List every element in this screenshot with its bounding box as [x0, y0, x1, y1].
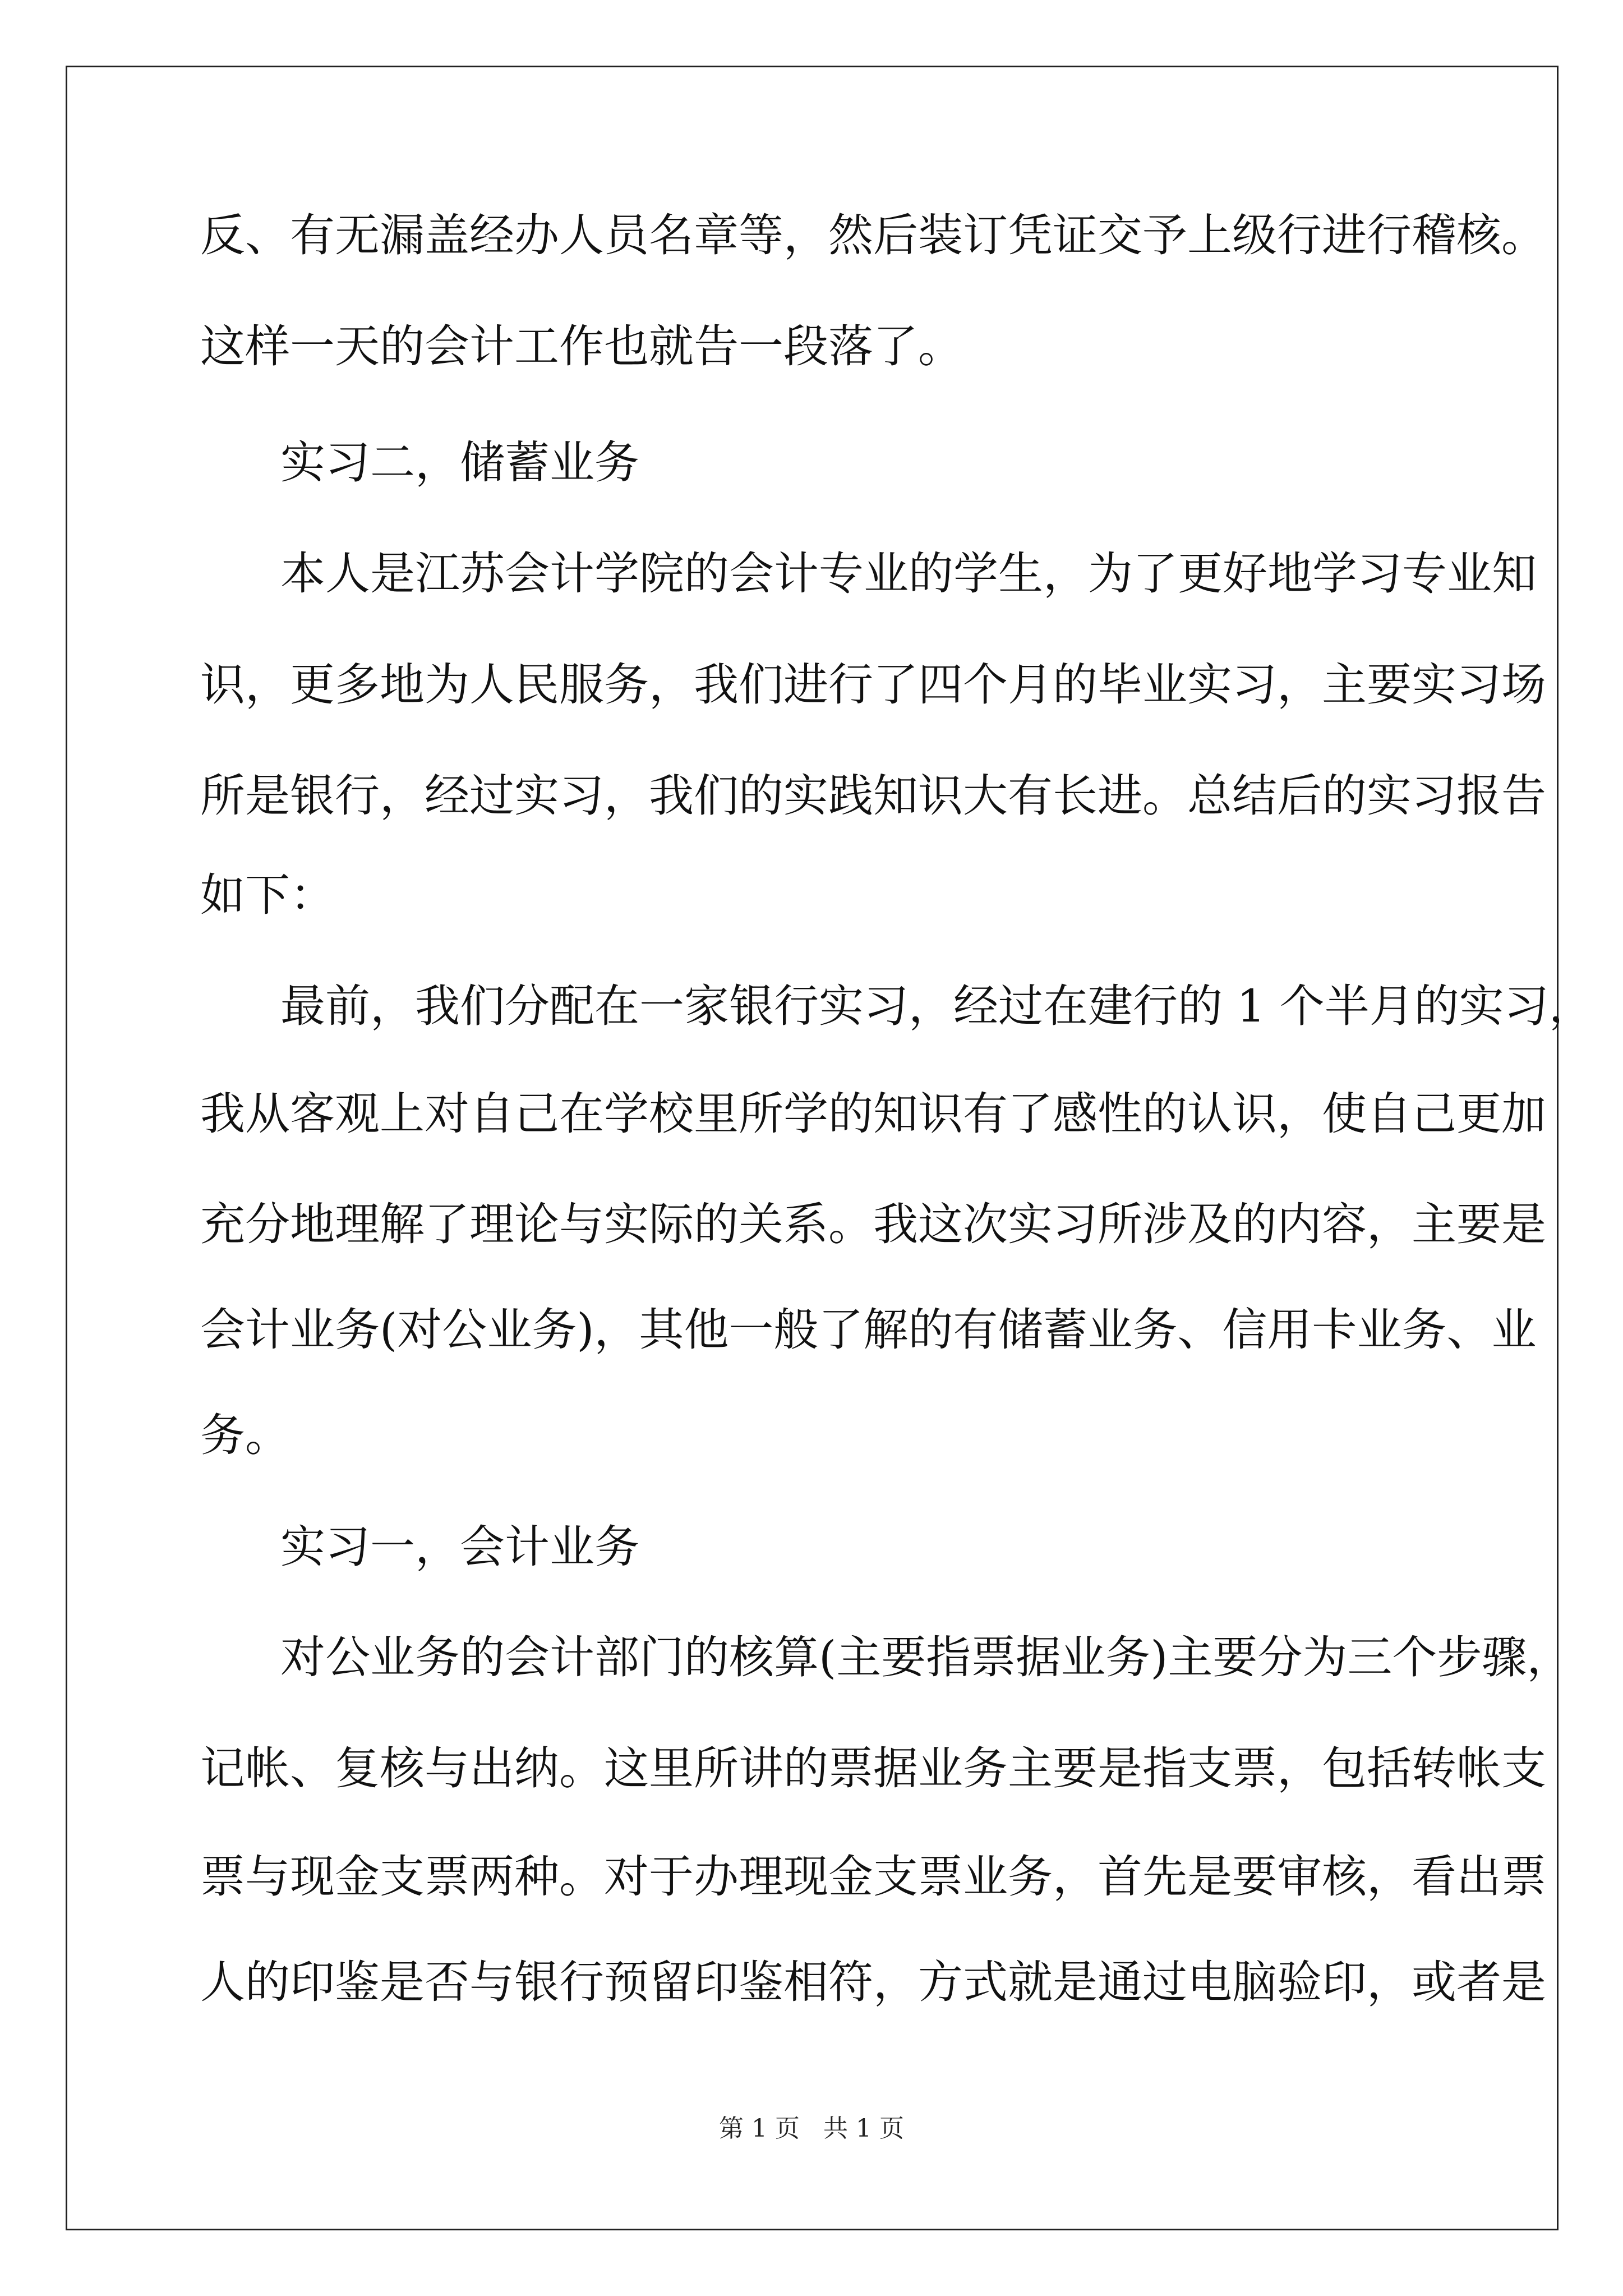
text-line-8: 最前，我们分配在一家银行实习，经过在建行的 1 个半月的实习，	[280, 980, 1594, 1032]
page-footer: 第 1 页 共 1 页	[719, 2114, 904, 2143]
text-line-6: 所是银行，经过实习，我们的实践知识大有长进。总结后的实习报告	[200, 770, 1546, 822]
text-line-14: 对公业务的会计部门的核算(主要指票据业务)主要分为三个步骤，	[280, 1631, 1572, 1683]
text-line-1: 反、有无漏盖经办人员名章等，然后装订凭证交予上级行进行稽核。	[200, 209, 1546, 261]
text-line-4: 本人是江苏会计学院的会计专业的学生，为了更好地学习专业知	[280, 547, 1537, 600]
text-line-12: 务。	[200, 1409, 290, 1461]
text-line-7: 如下：	[200, 869, 335, 921]
page-border	[66, 66, 1559, 2230]
text-line-5: 识，更多地为人民服务，我们进行了四个月的毕业实习，主要实习场	[200, 659, 1546, 711]
text-line-17: 人的印鉴是否与银行预留印鉴相符，方式就是通过电脑验印，或者是	[200, 1956, 1546, 2008]
text-line-2: 这样一天的会计工作也就告一段落了。	[200, 320, 963, 372]
section-heading-accounting: 实习一，会计业务	[280, 1521, 639, 1573]
section-heading-savings: 实习二，储蓄业务	[280, 436, 639, 489]
text-line-9: 我从客观上对自己在学校里所学的知识有了感性的认识，使自己更加	[200, 1088, 1546, 1140]
text-line-10: 充分地理解了理论与实际的关系。我这次实习所涉及的内容，主要是	[200, 1198, 1546, 1250]
text-line-16: 票与现金支票两种。对于办理现金支票业务，首先是要审核，看出票	[200, 1851, 1546, 1903]
text-line-11: 会计业务(对公业务)，其他一般了解的有储蓄业务、信用卡业务、业	[200, 1304, 1537, 1356]
text-line-15: 记帐、复核与出纳。这里所讲的票据业务主要是指支票，包括转帐支	[200, 1742, 1546, 1795]
